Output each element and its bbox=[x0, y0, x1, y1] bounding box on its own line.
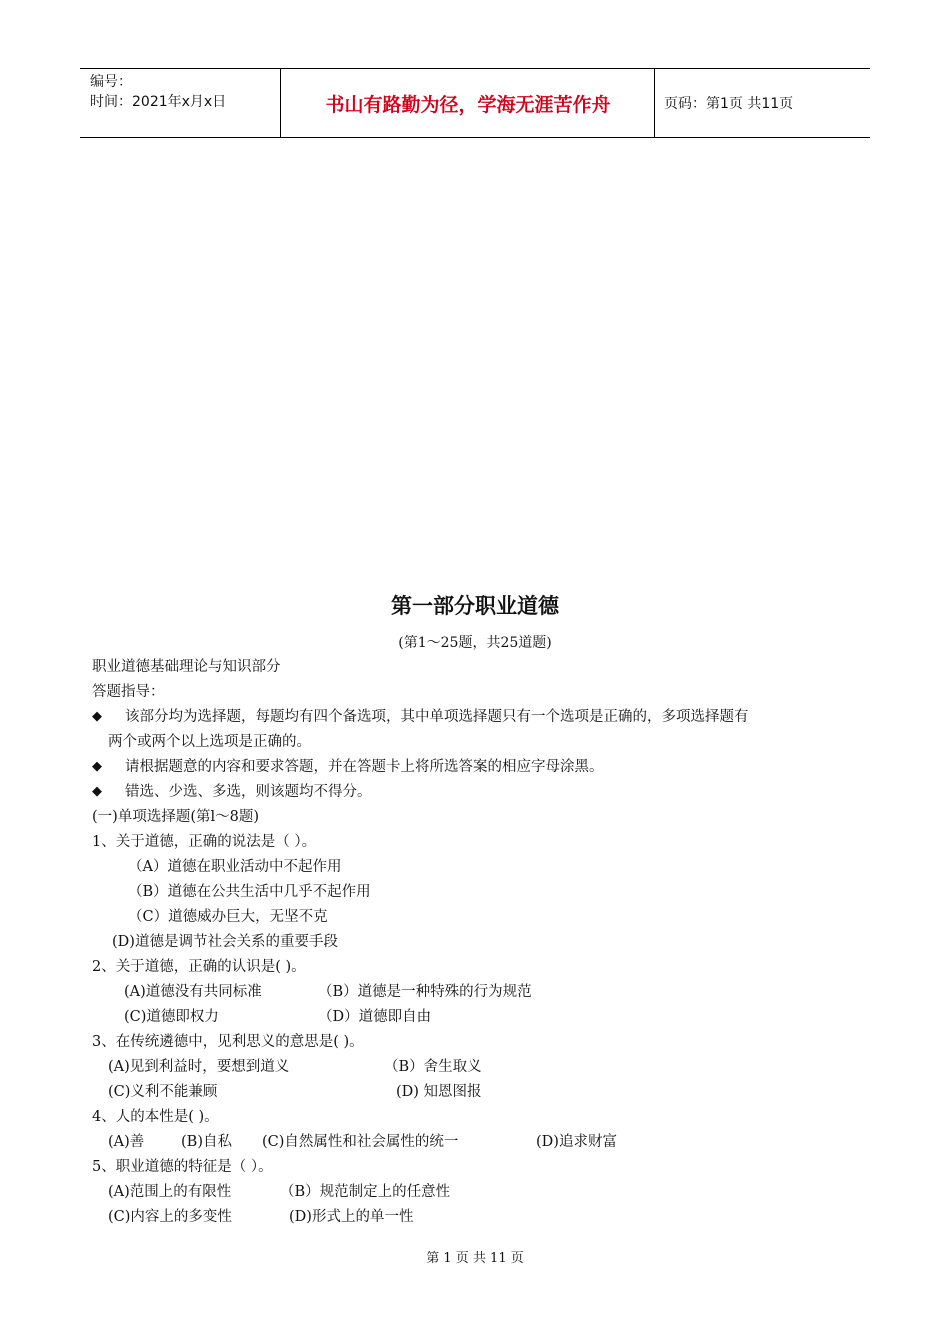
bullet-icon: ◆ bbox=[92, 759, 102, 774]
guide-item: 请根据题意的内容和要求答题，并在答题卡上将所选答案的相应字母涂黑。 bbox=[125, 759, 604, 775]
single-choice-heading: (一)单项选择题(第l～8题) bbox=[92, 809, 259, 825]
question-stem: 3、在传统遴德中，见利思义的意思是( )。 bbox=[92, 1034, 364, 1050]
option-a: (A)善 bbox=[108, 1134, 145, 1150]
guide-label: 答题指导： bbox=[92, 684, 165, 700]
section-name: 职业道德基础理论与知识部分 bbox=[92, 659, 281, 675]
guide-item-continuation: 两个或两个以上选项是正确的。 bbox=[108, 734, 311, 750]
page-subtitle: (第1～25题，共25道题) bbox=[398, 635, 552, 651]
guide-item: 错选、少选、多选，则该题均不得分。 bbox=[125, 784, 372, 800]
option-a: (A)见到利益时，要想到道义 bbox=[108, 1059, 290, 1075]
option-d: (D) 知恩图报 bbox=[396, 1084, 482, 1100]
option-b: （B）规范制定上的任意性 bbox=[280, 1184, 451, 1200]
option-c: （C）道德威办巨大，无坚不克 bbox=[128, 909, 328, 925]
bullet-icon: ◆ bbox=[92, 709, 102, 724]
option-b: （B）道德在公共生活中几乎不起作用 bbox=[128, 884, 371, 900]
header-divider bbox=[280, 69, 281, 137]
option-a: (A)范围上的有限性 bbox=[108, 1184, 232, 1200]
option-d: (D)形式上的单一性 bbox=[289, 1209, 414, 1225]
option-b: （B）舍生取义 bbox=[384, 1059, 482, 1075]
option-c: (C)义利不能兼顾 bbox=[108, 1084, 218, 1100]
option-c: (C)道德即权力 bbox=[124, 1009, 219, 1025]
option-b: （B）道德是一种特殊的行为规范 bbox=[318, 984, 532, 1000]
option-d: （D）道德即自由 bbox=[318, 1009, 432, 1025]
time-label: 时间：2021年x月x日 bbox=[90, 94, 227, 110]
question-stem: 1、关于道德，正确的说法是（ ）。 bbox=[92, 834, 317, 850]
option-d: (D)道德是调节社会关系的重要手段 bbox=[112, 934, 338, 950]
header-divider bbox=[654, 69, 655, 137]
motto: 书山有路勤为径，学海无涯苦作舟 bbox=[325, 93, 611, 116]
option-b: (B)自私 bbox=[181, 1134, 232, 1150]
option-c: (C)内容上的多变性 bbox=[108, 1209, 232, 1225]
option-c: (C)自然属性和社会属性的统一 bbox=[262, 1134, 459, 1150]
option-d: (D)追求财富 bbox=[536, 1134, 617, 1150]
guide-item: 该部分均为选择题，每题均有四个备选项，其中单项选择题只有一个选项是正确的，多项选择题有 bbox=[125, 709, 749, 725]
page-info: 页码：第1页 共11页 bbox=[664, 96, 794, 112]
option-a: (A)道德没有共同标准 bbox=[124, 984, 262, 1000]
question-stem: 2、关于道德，正确的认识是( )。 bbox=[92, 959, 306, 975]
bullet-icon: ◆ bbox=[92, 784, 102, 799]
option-a: （A）道德在职业活动中不起作用 bbox=[128, 859, 342, 875]
question-stem: 4、人的本性是( )。 bbox=[92, 1109, 219, 1125]
header-meta bbox=[90, 72, 226, 112]
question-stem: 5、职业道德的特征是（ ）。 bbox=[92, 1159, 273, 1175]
page-footer: 第 1 页 共 11 页 bbox=[426, 1251, 524, 1266]
page-header bbox=[80, 68, 870, 138]
page-title: 第一部分职业道德 bbox=[391, 593, 559, 618]
number-label: 编号： bbox=[90, 74, 132, 90]
